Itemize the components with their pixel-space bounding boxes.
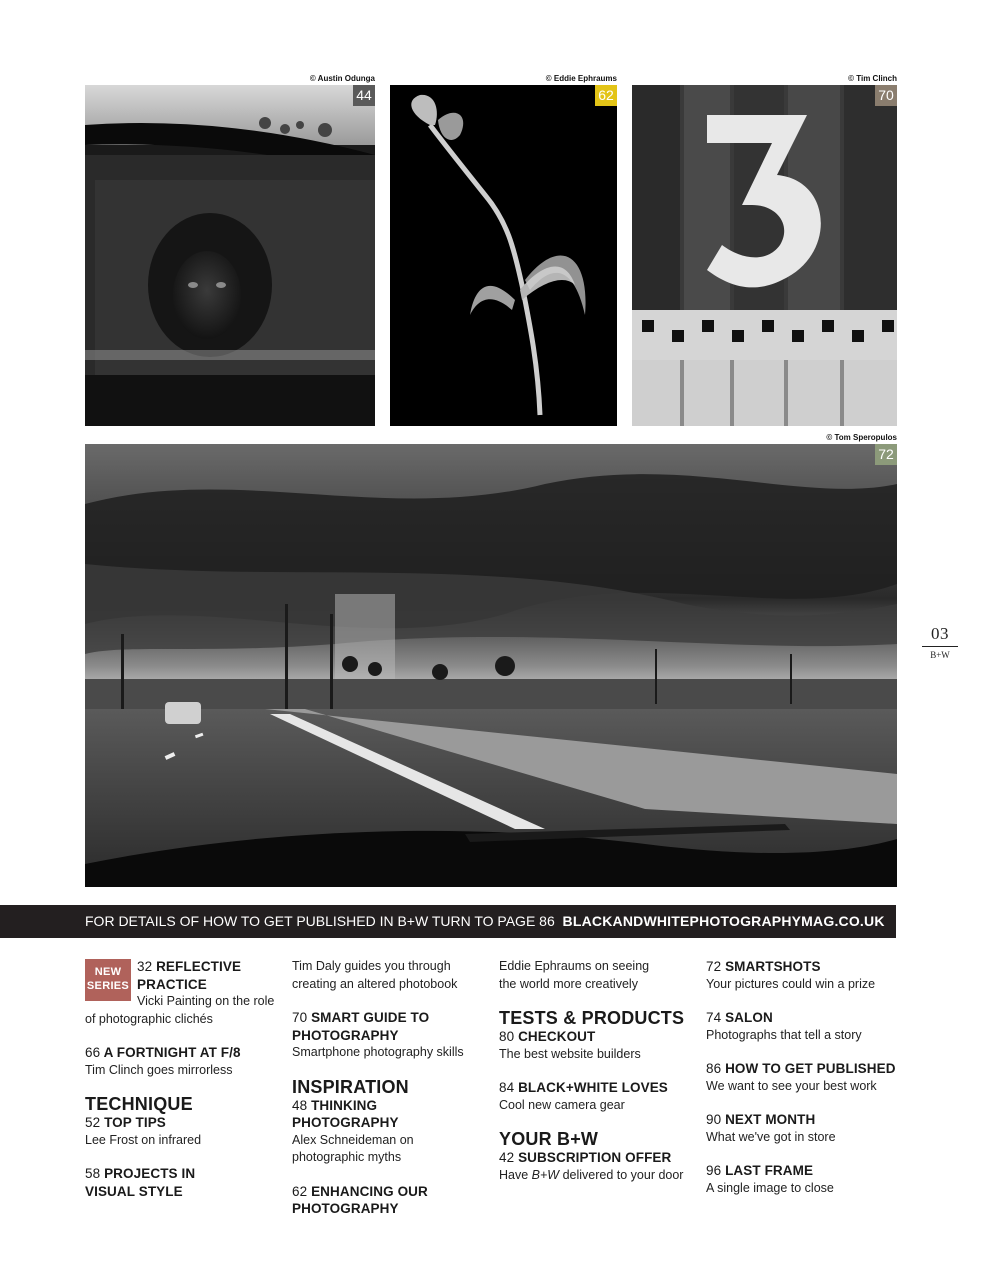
tulip-image (390, 85, 617, 426)
photo-painted-three[interactable] (632, 85, 897, 426)
photo-credit: © Austin Odunga (309, 74, 375, 83)
photo-storm-road[interactable] (85, 444, 897, 887)
contents-item[interactable]: 84 BLACK+WHITE LOVES Cool new camera gear (499, 1080, 668, 1112)
photo-credit: © Eddie Ephraums (545, 74, 617, 83)
section-heading: INSPIRATION (292, 1076, 409, 1097)
page-badge: 44 (353, 85, 375, 106)
banner-text: FOR DETAILS OF HOW TO GET PUBLISHED IN B+W TURN TO PAGE 86 (85, 913, 555, 929)
contents-item[interactable]: 72 SMARTSHOTS Your pictures could win a prize (706, 959, 876, 991)
contents-item[interactable]: 58 PROJECTS IN VISUAL STYLE (85, 1166, 196, 1199)
storm-road-image (85, 444, 897, 887)
section-heading: YOUR B+W (499, 1129, 599, 1149)
photo-credit: © Tom Speropulos (826, 433, 897, 442)
contents-item-continued[interactable]: Eddie Ephraums on seeing the world more creatively (499, 959, 650, 991)
contents-item[interactable]: 42 SUBSCRIPTION OFFER Have B+W delivered to your door (499, 1150, 684, 1182)
photo-tulip[interactable] (390, 85, 617, 426)
contents-item[interactable]: 96 LAST FRAME A single image to close (706, 1163, 834, 1195)
contents-item[interactable]: 90 NEXT MONTH What we've got in store (706, 1112, 836, 1144)
contents-item[interactable]: 62 ENHANCING OUR PHOTOGRAPHY (292, 1183, 428, 1216)
contents-item[interactable]: 52 TOP TIPS Lee Frost on infrared (85, 1115, 202, 1147)
photo-car-window-portrait[interactable] (85, 85, 375, 426)
page-badge: 72 (875, 444, 897, 465)
contents-item[interactable]: 80 CHECKOUT The best website builders (499, 1029, 641, 1061)
page-number: 03 (922, 624, 958, 647)
contents-column-3 (499, 958, 694, 1200)
contents-item[interactable]: 66 A FORTNIGHT AT F/8 Tim Clinch goes mirrorless (85, 1045, 241, 1077)
contents-item[interactable]: 70 SMART GUIDE TO PHOTOGRAPHY Smartphone photography skills (292, 1010, 464, 1059)
page-badge: 62 (595, 85, 617, 106)
magazine-mark: B+W (930, 650, 950, 660)
car-window-image (85, 85, 375, 426)
section-heading: TESTS & PRODUCTS (499, 1008, 685, 1028)
painted-three-image (632, 85, 897, 426)
photo-credit: © Tim Clinch (848, 74, 897, 83)
page-badge: 70 (875, 85, 897, 106)
contents-item[interactable]: NEW SERIES 32 REFLECTIVE PRACTICE Vicki Painting on the role of photographic clichés (85, 959, 275, 1026)
contents-column-2 (292, 958, 482, 1234)
contents-item[interactable]: 86 HOW TO GET PUBLISHED We want to see your best work (706, 1061, 896, 1093)
contents-column-4 (706, 958, 896, 1213)
website-link[interactable]: BLACKANDWHITEPHOTOGRAPHYMAG.CO.UK (562, 913, 885, 929)
contents-item[interactable]: 48 THINKING PHOTOGRAPHY Alex Schneideman on photographic myths (292, 1097, 414, 1164)
section-heading: TECHNIQUE (85, 1094, 193, 1114)
new-series-badge: NEW SERIES (85, 959, 131, 1001)
contents-item[interactable]: 74 SALON Photographs that tell a story (706, 1010, 862, 1042)
contents-column-1 (85, 958, 275, 1216)
published-banner (0, 905, 896, 938)
page-folio (922, 624, 958, 660)
contents-item-continued[interactable]: Tim Daly guides you through creating an altered photobook (292, 959, 458, 991)
